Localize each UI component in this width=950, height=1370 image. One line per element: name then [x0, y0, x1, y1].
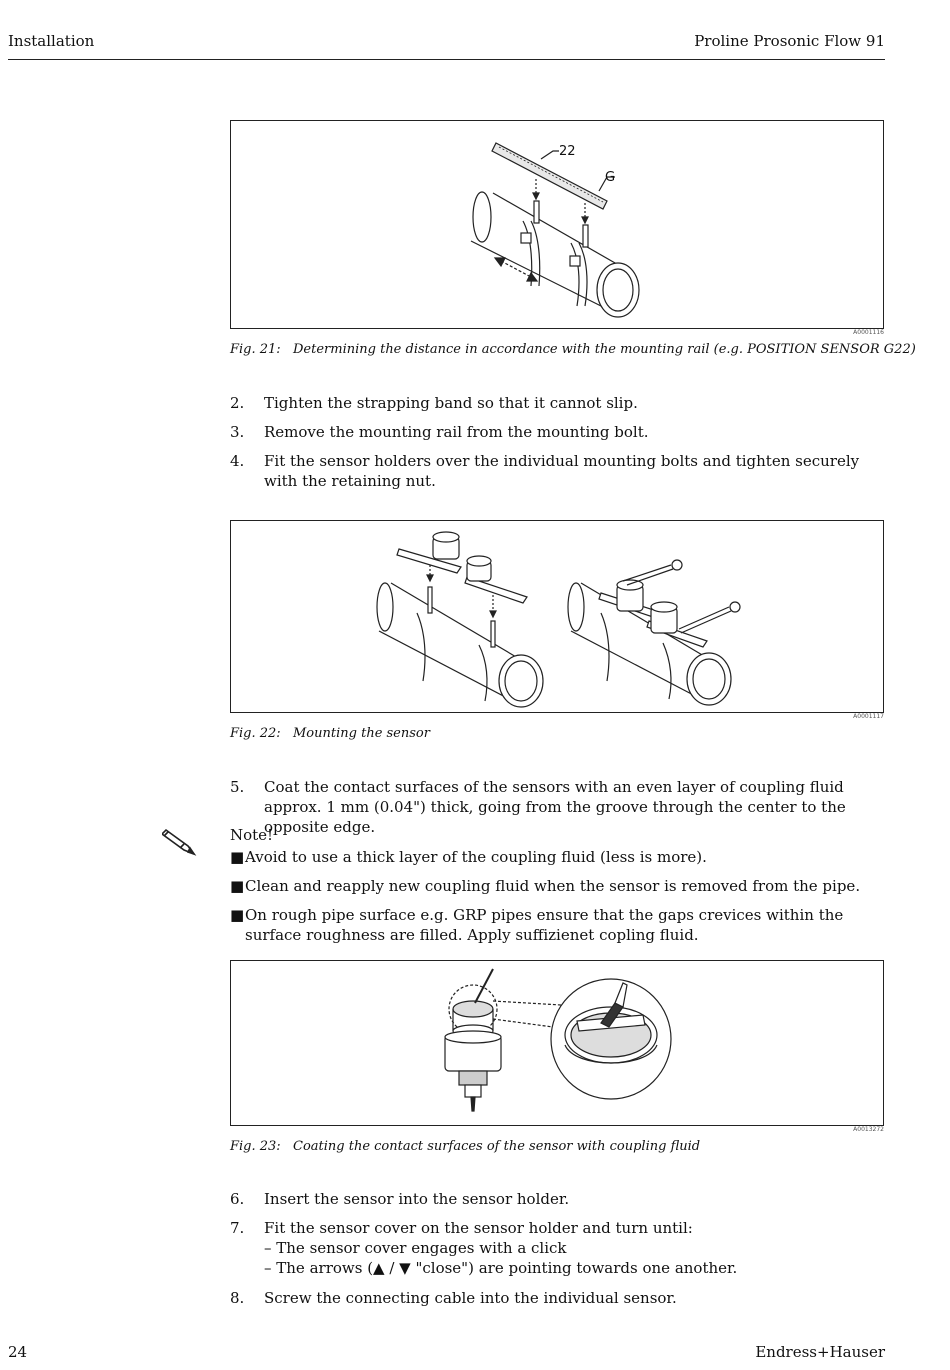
step-text: Fit the sensor cover on the sensor holder and turn until: [264, 1219, 693, 1237]
note-item-text: On rough pipe surface e.g. GRP pipes ensure that the gaps crevices within the surface roughness are filled. Apply suffizienet copling fluid. [245, 906, 844, 944]
step-6 [230, 1189, 884, 1209]
bullet-icon: ■ [230, 906, 245, 924]
figure-21-caption-text: Determining the distance in accordance with the mounting rail (e.g. POSITION SENSOR G22) [293, 342, 916, 357]
bullet-icon: ■ [230, 877, 245, 895]
page-number: 24 [8, 1343, 28, 1361]
figure-22 [230, 520, 884, 713]
bullet-icon: ■ [230, 848, 245, 866]
pencil-icon [162, 824, 202, 858]
step-7 [230, 1218, 884, 1278]
step-number: 3. [230, 423, 245, 441]
figure-23 [230, 960, 884, 1126]
step-2 [230, 393, 884, 413]
sensor-mounting-illustration [231, 521, 885, 714]
note-item-text: Clean and reapply new coupling fluid when the sensor is removed from the pipe. [245, 877, 861, 895]
figure-22-id: A0001117 [853, 713, 884, 720]
mounting-rail-illustration [231, 121, 885, 330]
step-text: Insert the sensor into the sensor holder. [264, 1190, 570, 1208]
note-item [230, 905, 885, 945]
figure-21 [230, 120, 884, 329]
step-text: Screw the connecting cable into the individual sensor. [264, 1289, 677, 1307]
note-item-text: Avoid to use a thick layer of the coupling fluid (less is more). [245, 848, 707, 866]
step-number: 5. [230, 778, 245, 796]
figure-21-number: Fig. 21: [230, 342, 281, 357]
label-g: G [605, 170, 616, 185]
note-title: Note! [230, 826, 274, 844]
footer-brand: Endress+Hauser [755, 1343, 885, 1361]
header-section: Installation [8, 32, 95, 50]
step-8 [230, 1288, 884, 1308]
step-number: 2. [230, 394, 245, 412]
step-text: Fit the sensor holders over the individual mounting bolts and tighten securely with the retaining nut. [264, 452, 860, 490]
figure-23-caption [230, 1139, 700, 1154]
step-7-subitem: – The sensor cover engages with a click [264, 1239, 567, 1257]
header-product: Proline Prosonic Flow 91 [694, 32, 885, 50]
figure-21-id: A0001116 [853, 329, 884, 336]
coupling-fluid-illustration [231, 961, 885, 1127]
figure-21-caption [230, 342, 916, 357]
figure-23-caption-text: Coating the contact surfaces of the sensor with coupling fluid [293, 1139, 701, 1154]
figure-22-caption [230, 726, 430, 741]
step-3 [230, 422, 884, 442]
step-number: 8. [230, 1289, 245, 1307]
header-rule [8, 59, 885, 60]
figure-22-caption-text: Mounting the sensor [293, 726, 430, 741]
step-7-subitem: – The arrows (▲ / ▼ "close") are pointing towards one another. [264, 1259, 738, 1277]
step-text: Coat the contact surfaces of the sensors with an even layer of coupling fluid approx. 1 mm (0.04") thick, going from the groove through the center to the opposite edge. [264, 778, 846, 836]
step-4 [230, 451, 884, 491]
step-number: 7. [230, 1219, 245, 1237]
step-number: 6. [230, 1190, 245, 1208]
note-item [230, 847, 885, 867]
label-22: 22 [559, 144, 576, 159]
figure-23-number: Fig. 23: [230, 1139, 281, 1154]
step-text: Tighten the strapping band so that it cannot slip. [264, 394, 638, 412]
step-5 [230, 777, 884, 837]
note-item [230, 876, 885, 896]
step-number: 4. [230, 452, 245, 470]
figure-23-id: A0013272 [853, 1126, 884, 1133]
step-text: Remove the mounting rail from the mounting bolt. [264, 423, 649, 441]
figure-22-number: Fig. 22: [230, 726, 281, 741]
